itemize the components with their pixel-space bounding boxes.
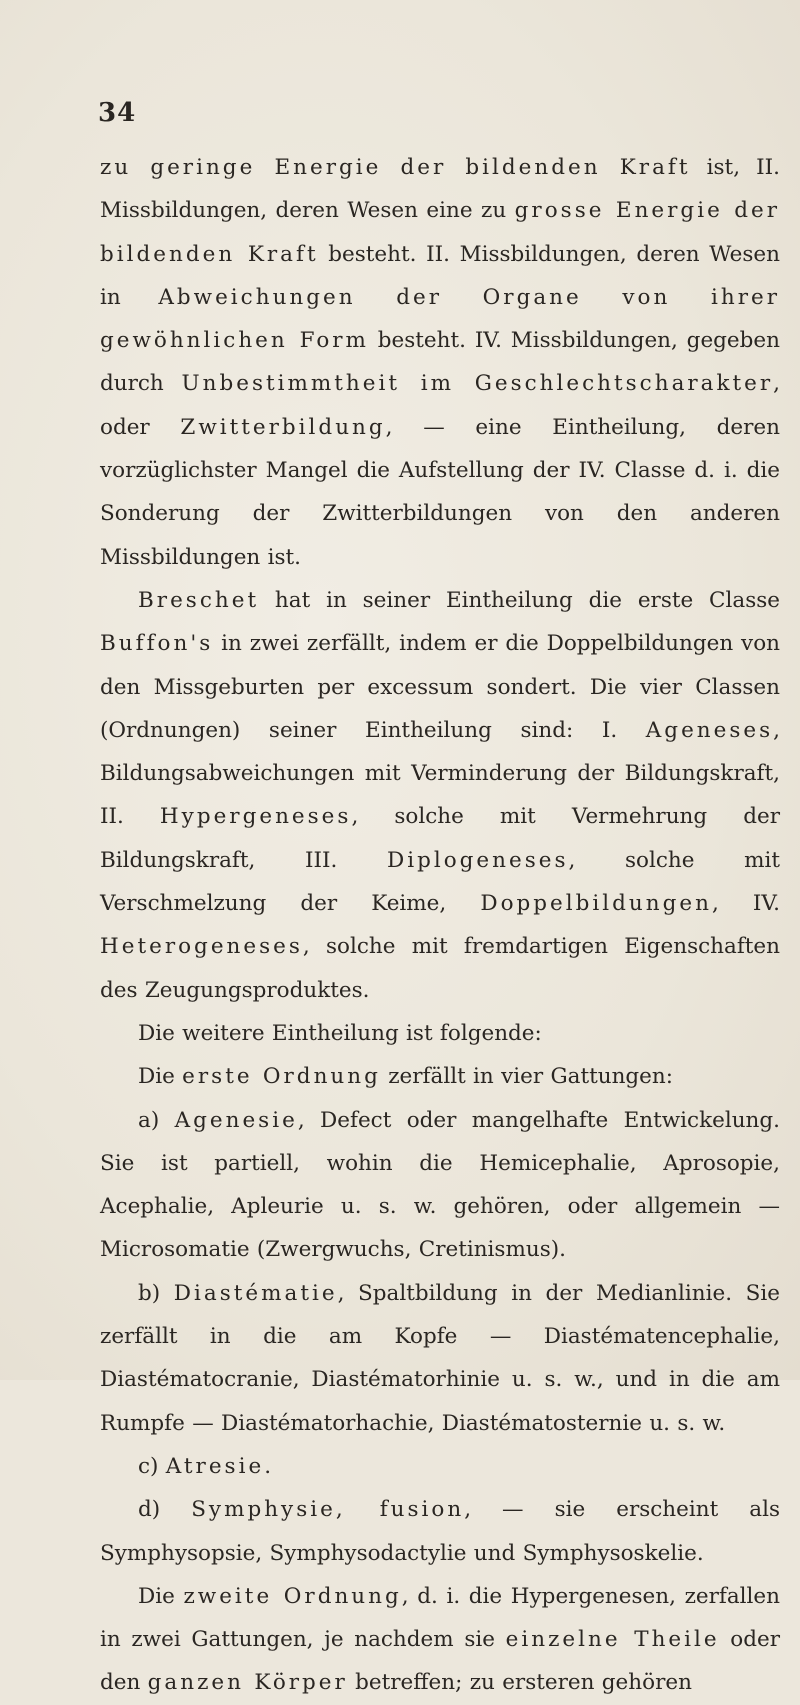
spaced-emphasis: Heterogeneses <box>100 934 303 960</box>
text-run: , solche mit Verschmelzung der Keime, <box>100 847 781 917</box>
text-run: , Bildungsabweichungen mit Verminderung der Bildungskraft, II. <box>100 717 780 830</box>
spaced-emphasis: Zwitterbildung <box>180 414 386 440</box>
text-run: besteht. IV. Missbildungen, gegeben durch <box>100 328 780 397</box>
text-run: in zwei zerfällt, indem er die Doppelbildungen von den Missgeburten per excessum sondert. Die vier Classen (Ordnungen) seiner Eintheilung sind: I. <box>100 631 780 743</box>
paragraph <box>100 1055 780 1098</box>
text-run: a) <box>138 1107 175 1133</box>
text-run: Die <box>138 1064 183 1090</box>
body-text <box>100 146 780 1705</box>
text-run: Die <box>138 1583 184 1609</box>
text-run: zerfällt in vier Gattungen: <box>380 1064 673 1090</box>
text-run: b) <box>138 1280 174 1306</box>
spaced-emphasis: Buffon's <box>100 631 214 657</box>
paragraph <box>100 146 780 579</box>
spaced-emphasis: Doppelbildungen <box>480 891 712 917</box>
paragraph <box>100 1575 780 1705</box>
text-run: . <box>264 1453 272 1479</box>
paragraph <box>100 1012 780 1055</box>
paragraph <box>100 1488 780 1575</box>
paragraph <box>100 1272 780 1445</box>
text-run: , oder <box>100 371 780 440</box>
spaced-emphasis: Atresie <box>165 1453 265 1479</box>
spaced-emphasis: Hypergeneses <box>159 804 352 830</box>
text-run: , Spaltbildung in der Medianlinie. Sie zerfällt in die am Kopfe — Diastématencephalie, Diastématocranie, Diastématorhinie u. s. w., und in die am Rumpfe — Diastématorhachie, Diastématosternie u. s. w. <box>100 1280 780 1436</box>
spaced-emphasis: grosse Energie der bildenden Kraft <box>100 198 780 267</box>
spaced-emphasis: zweite Ordnung <box>183 1583 402 1609</box>
spaced-emphasis: erste Ordnung <box>182 1064 381 1090</box>
text-run: Die weitere Eintheilung ist folgende: <box>138 1020 542 1046</box>
spaced-emphasis: Unbestimmtheit im Geschlechtscharakter <box>181 371 774 397</box>
text-run: besteht. II. Missbildungen, deren Wesen in <box>100 241 780 310</box>
spaced-emphasis: zu geringe Energie der bildenden Kraft <box>100 155 691 180</box>
paragraph <box>100 1445 780 1488</box>
text-run: , solche mit fremdartigen Eigenschaften des Zeugungsproduktes. <box>100 934 780 1003</box>
text-run: oder den <box>100 1627 780 1696</box>
spaced-emphasis: einzelne Theile <box>505 1627 720 1653</box>
text-run: betreffen; zu ersteren gehören <box>347 1670 692 1696</box>
spaced-emphasis: Agenesie <box>174 1107 298 1133</box>
spaced-emphasis: Symphysie, fusion <box>191 1497 465 1523</box>
text-run: , — eine Eintheilung, deren vorzüglichster Mangel die Aufstellung der IV. Classe d. i. die Sonderung der Zwitterbildungen von den anderen Missbildungen ist. <box>100 414 780 570</box>
text-run: , solche mit Vermehrung der Bildungskraft, III. <box>100 804 781 873</box>
text-run: , Defect oder mangelhafte Entwickelung. Sie ist partiell, wohin die Hemicephalie, Aprosopie, Acephalie, Apleurie u. s. w. gehören, oder allgemein — Microsomatie (Zwergwuchs, Cretinismus). <box>100 1107 781 1263</box>
spaced-emphasis: Diplogeneses <box>386 847 569 873</box>
spaced-emphasis: Abweichungen der Organe von ihrer gewöhnlichen Form <box>100 284 780 354</box>
text-run: c) <box>138 1453 166 1479</box>
text-run: d) <box>138 1497 192 1523</box>
text-run: , IV. <box>711 891 780 917</box>
spaced-emphasis: Breschet <box>138 587 260 613</box>
text-run: ist, II. Missbildungen, deren Wesen eine zu <box>100 155 780 224</box>
spaced-emphasis: Ageneses <box>645 717 774 743</box>
text-run: , d. i. die Hypergenesen, zerfallen in zwei Gattungen, je nachdem sie <box>100 1583 780 1653</box>
text-run: , — sie erscheint als Symphysopsie, Symphysodactylie und Symphysoskelie. <box>100 1497 780 1566</box>
paragraph <box>100 579 780 1012</box>
paragraph <box>100 1099 780 1272</box>
text-run: hat in seiner Eintheilung die erste Classe <box>259 587 780 613</box>
spaced-emphasis: Diastématie <box>173 1280 338 1306</box>
spaced-emphasis: ganzen Körper <box>147 1670 348 1696</box>
page-number: 34 <box>98 98 137 128</box>
